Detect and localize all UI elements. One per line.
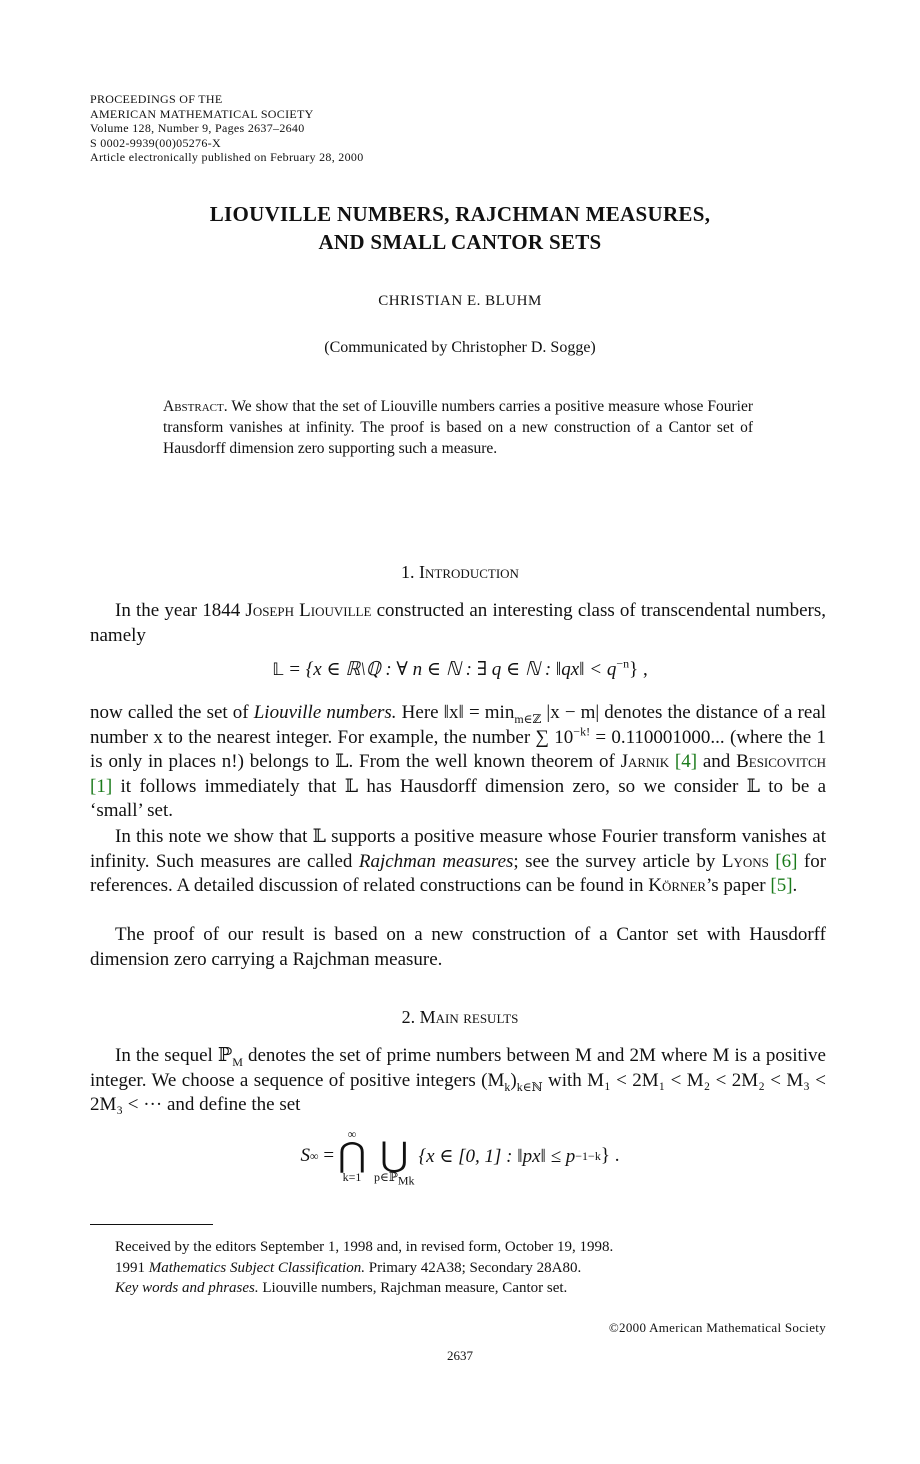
- text-run: it follows immediately that 𝕃 has Hausdorff dimension zero, so we consider 𝕃 to be a ‘small’ set.: [90, 775, 827, 821]
- equation-cantor-set: S ∞ = ∞ ⋂ k=1 ⋃ p∈ℙ$_{Mk}$ {x ∈ [0, 1] : ‖px‖ ≤ p −1−k } .: [300, 1127, 620, 1188]
- main-results-paragraph: [90, 1044, 826, 1118]
- author-name-inline: Joseph Liouville: [245, 600, 372, 621]
- msc-note: [115, 1258, 613, 1279]
- citation-link[interactable]: [4]: [674, 751, 698, 772]
- text-run: constructed an interesting class of transcendental numbers, namely: [90, 600, 826, 646]
- title-line-1: LIOUVILLE NUMBERS, RAJCHMAN MEASURES,: [209, 202, 711, 226]
- op-lower-limit-text: p∈ℙ: [373, 1170, 398, 1184]
- abstract-label: Abstract.: [163, 398, 228, 415]
- text-run: with M₁ < 2M₁ < M₂ < 2M₂ < M₃ < 2M₃ < ··· and define the set: [90, 1069, 826, 1115]
- keywords-label: Key words and phrases.: [115, 1280, 259, 1296]
- author-name-inline: Besicovitch: [736, 751, 827, 772]
- section-2-heading: [0, 1007, 920, 1028]
- abstract-text: We show that the set of Liouville numbers carries a positive measure whose Fourier transform vanishes at infinity. The proof is based on a new construction of a Cantor set of Hausdorff dimension zero supporting such a measure.: [163, 398, 753, 457]
- union-symbol: ⋃: [380, 1137, 409, 1174]
- text-run: In the sequel ℙ: [115, 1045, 233, 1066]
- author-name-inline: Körner: [648, 875, 706, 896]
- eq-set: {x ∈ [0, 1] : ‖px‖ ≤ p: [418, 1145, 576, 1167]
- header-line: S 0002-9939(00)05276-X: [90, 135, 221, 150]
- op-lower-limit: [373, 1170, 415, 1188]
- text-run: In this note we show that 𝕃 supports a positive measure whose Fourier transform vanishes at infinity. Such measures are called: [90, 826, 826, 872]
- eq-superscript: −n: [616, 656, 630, 671]
- section-title: Introduction: [419, 562, 519, 582]
- eq-rhs: = {x ∈ ℝ\ℚ : ∀ n ∈ ℕ : ∃ q ∈ ℕ : ‖qx‖ < q: [288, 659, 617, 680]
- op-lower-limit: k=1: [342, 1170, 362, 1184]
- intersection-operator: [338, 1128, 366, 1184]
- author-name-inline: Lyons: [721, 850, 769, 872]
- text-run: now called the set of: [90, 702, 249, 723]
- eq-end: } .: [600, 1145, 620, 1166]
- author-name: CHRISTIAN E. BLUHM: [378, 293, 542, 309]
- abstract: [163, 396, 753, 459]
- text-run: Here ‖x‖ = min: [401, 702, 515, 723]
- text-run: ): [510, 1069, 517, 1091]
- eq-lhs: S: [300, 1145, 311, 1166]
- msc-label: Mathematics Subject Classification.: [148, 1259, 365, 1276]
- text-run: and: [702, 751, 731, 772]
- text-run: In the year 1844: [115, 600, 241, 621]
- subscript: k: [504, 1079, 511, 1094]
- subscript: m∈ℤ: [514, 711, 542, 726]
- intro-paragraph-3: [90, 825, 826, 899]
- op-upper-limit: ∞: [347, 1127, 357, 1141]
- page-number: 2637: [447, 1348, 473, 1363]
- emphasis: Liouville numbers.: [253, 702, 397, 723]
- superscript: −k!: [573, 724, 591, 739]
- op-lower-limit-subsub: k: [408, 1173, 415, 1188]
- footnote-rule: [90, 1224, 213, 1225]
- journal-header: [90, 92, 364, 165]
- author-name-inline: Jarnik: [620, 751, 670, 772]
- msc-year: 1991: [115, 1259, 145, 1276]
- copyright-notice: ©2000 American Mathematical Society: [608, 1320, 826, 1335]
- subscript: M: [232, 1054, 243, 1069]
- eq-end: } ,: [629, 659, 648, 680]
- text-run: .: [792, 875, 798, 896]
- text-run: denotes the set of prime numbers between M and 2M where M is a positive integer. We choose a sequence of positive integers (M: [90, 1045, 826, 1091]
- citation-link[interactable]: [5]: [770, 875, 793, 896]
- intersection-symbol: ⋂: [338, 1137, 366, 1174]
- paper-title: [0, 200, 920, 256]
- header-line: AMERICAN MATHEMATICAL SOCIETY: [90, 106, 314, 121]
- intro-paragraph-4: The proof of our result is based on a new construction of a Cantor set with Hausdorff dimension zero carrying a Rajchman measure.: [90, 924, 826, 970]
- citation-link[interactable]: [6]: [775, 850, 798, 872]
- received-note: Received by the editors September 1, 1998 and, in revised form, October 19, 1998.: [115, 1239, 614, 1255]
- union-operator: [373, 1128, 415, 1188]
- text-run: ’s paper: [706, 875, 766, 896]
- subscript: k∈ℕ: [516, 1079, 543, 1094]
- keywords-note: [115, 1278, 613, 1299]
- text-run: ; see the survey article by: [513, 850, 716, 872]
- section-number: 2.: [401, 1007, 416, 1027]
- text-run: = 0.110001000... (where the 1 is only in places n!) belongs to 𝕃. From the well known theorem of: [90, 726, 826, 772]
- op-lower-limit-sub: M: [397, 1173, 409, 1188]
- title-line-2: AND SMALL CANTOR SETS: [318, 230, 602, 254]
- citation-link[interactable]: [1]: [90, 775, 113, 797]
- intro-paragraph-1: [90, 599, 826, 648]
- keywords-value: Liouville numbers, Rajchman measure, Cantor set.: [262, 1280, 568, 1296]
- intro-paragraph-2: [90, 701, 826, 824]
- header-line: PROCEEDINGS OF THE: [90, 92, 223, 106]
- eq-lhs: 𝕃: [272, 660, 284, 680]
- section-1-heading: [0, 562, 920, 583]
- eq-equals: =: [323, 1145, 335, 1166]
- header-line: Volume 128, Number 9, Pages 2637–2640: [90, 121, 305, 135]
- header-line: Article electronically published on February 28, 2000: [90, 150, 364, 164]
- footnotes: [115, 1237, 613, 1299]
- msc-value: Primary 42A38; Secondary 28A80.: [368, 1259, 582, 1276]
- section-title: Main results: [419, 1007, 519, 1027]
- equation-liouville-set: [0, 658, 920, 681]
- emphasis: Rajchman measures: [358, 850, 514, 872]
- communicated-by: (Communicated by Christopher D. Sogge): [324, 339, 596, 356]
- text-run: for references. A detailed discussion of related constructions can be found in: [90, 850, 827, 896]
- section-number: 1.: [401, 562, 415, 582]
- text-run: |x − m| denotes the distance of a real number x to the nearest integer. For example, the number ∑ 10: [90, 702, 827, 748]
